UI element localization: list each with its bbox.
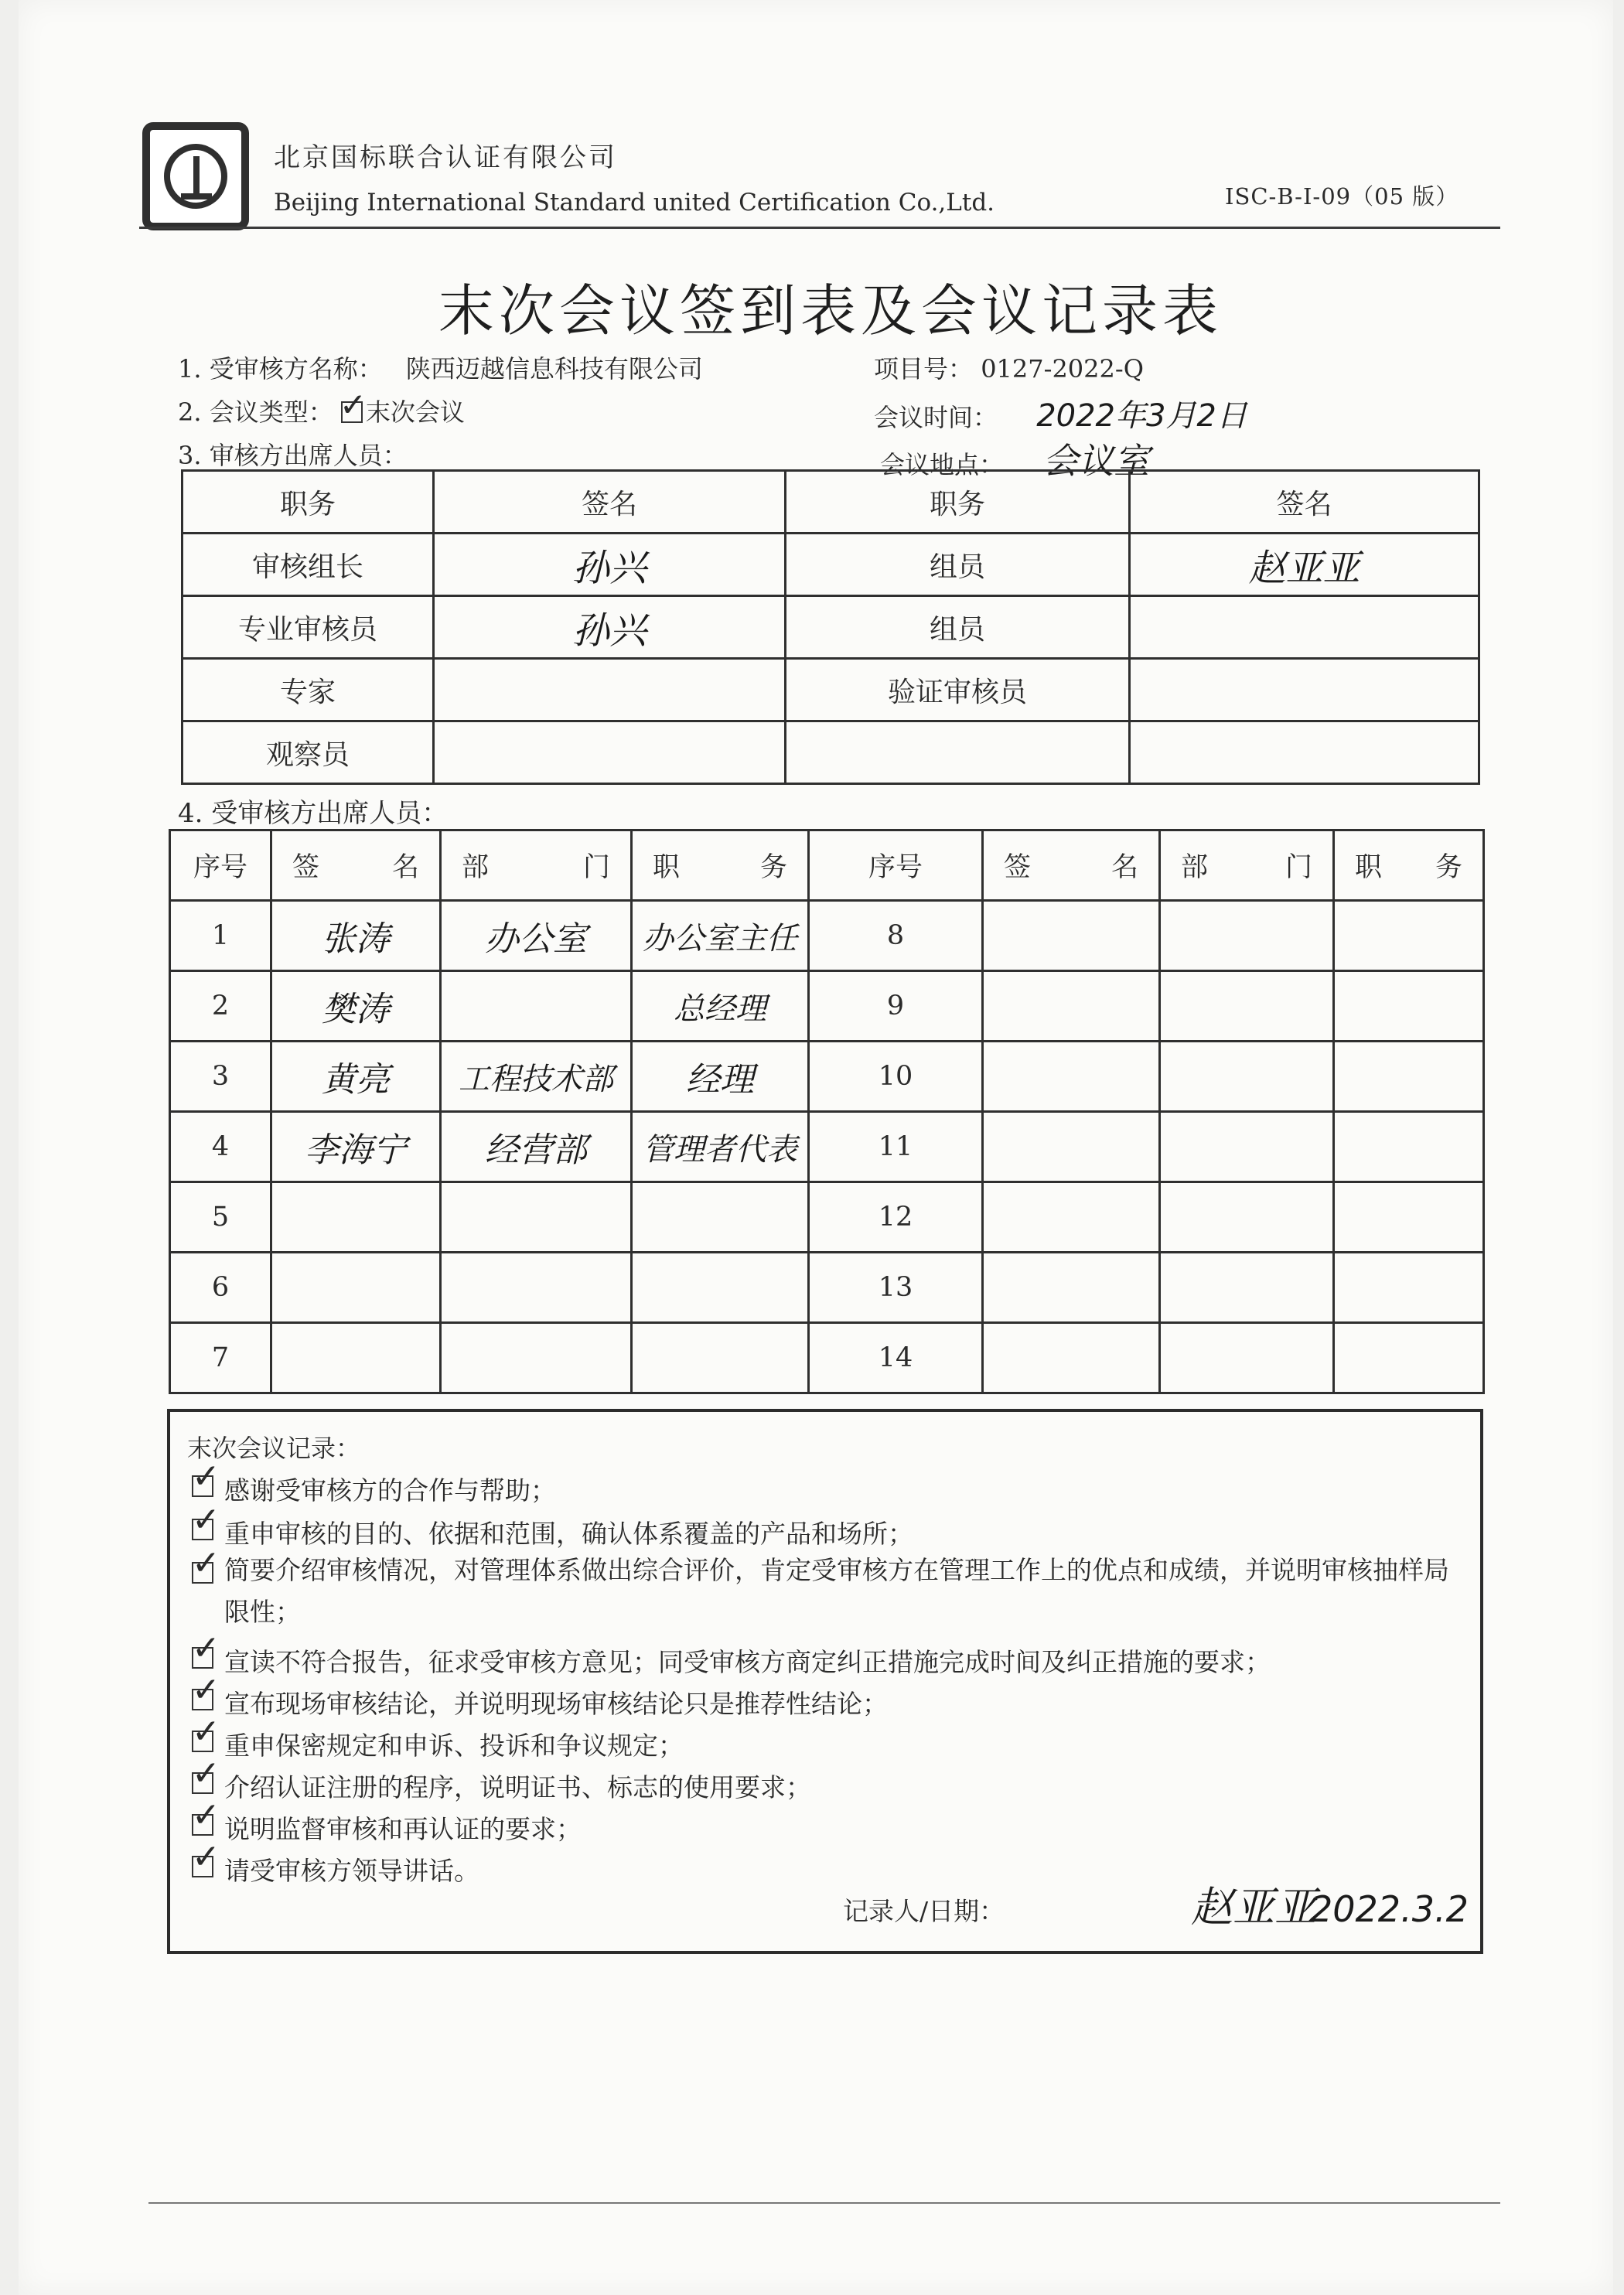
department-cell xyxy=(1160,971,1334,1042)
check-mark-icon: ✓ xyxy=(339,386,367,424)
document-code: ISC-B-I-09（05 版） xyxy=(1225,183,1459,210)
index-cell: 2 xyxy=(170,971,271,1042)
signature-cell xyxy=(983,1253,1160,1323)
checkbox-icon xyxy=(192,1795,220,1836)
department-cell xyxy=(441,971,632,1042)
header-cell: 部 门 xyxy=(441,830,632,901)
role-cell xyxy=(786,721,1130,784)
index-cell: 6 xyxy=(170,1253,271,1323)
auditee-section-label: 4. 受审核方出席人员： xyxy=(178,798,449,829)
checkbox-icon xyxy=(192,1457,220,1497)
position-cell xyxy=(1334,1253,1484,1323)
department-cell: 工程技术部 xyxy=(441,1042,632,1112)
header-cell: 签 名 xyxy=(983,830,1160,901)
header-cell: 序号 xyxy=(170,830,271,901)
meeting-type-label: 2. 会议类型： xyxy=(178,397,333,427)
minutes-item: ✓ 重申保密规定和申诉、投诉和争议规定； xyxy=(192,1712,684,1761)
index-cell: 14 xyxy=(809,1323,983,1393)
index-cell: 1 xyxy=(170,901,271,971)
table-row xyxy=(183,659,1479,721)
signature-cell: 黄亮 xyxy=(271,1042,441,1112)
recorder-label: 记录人/日期： xyxy=(843,1896,1005,1926)
page-title: 末次会议签到表及会议记录表 xyxy=(438,278,1223,343)
signature-cell: 李海宁 xyxy=(271,1112,441,1182)
header-cell: 职务 xyxy=(183,471,434,534)
table-row xyxy=(183,534,1479,596)
project-label: 项目号： xyxy=(874,354,974,384)
signature-cell xyxy=(983,971,1160,1042)
auditee-attendance-table xyxy=(169,829,1485,1394)
position-cell xyxy=(1334,971,1484,1042)
checkbox-icon xyxy=(192,1670,220,1710)
signature-cell: 张涛 xyxy=(271,901,441,971)
department-cell xyxy=(1160,901,1334,971)
checkbox-icon xyxy=(192,1837,220,1877)
table-row xyxy=(170,1042,1484,1112)
position-cell xyxy=(1334,1323,1484,1393)
role-cell: 观察员 xyxy=(183,721,434,784)
signature-cell xyxy=(434,659,786,721)
role-cell: 组员 xyxy=(786,534,1130,596)
index-cell: 13 xyxy=(809,1253,983,1323)
check-mark-icon: ✓ xyxy=(192,1543,220,1583)
signature-cell: 赵亚亚 xyxy=(1130,534,1479,596)
position-cell xyxy=(632,1323,809,1393)
signature-cell xyxy=(434,721,786,784)
signature-cell xyxy=(1130,659,1479,721)
signature-cell xyxy=(983,1042,1160,1112)
meeting-minutes-box xyxy=(167,1409,1483,1954)
role-cell: 专家 xyxy=(183,659,434,721)
index-cell: 12 xyxy=(809,1182,983,1253)
department-cell: 办公室 xyxy=(441,901,632,971)
meeting-place-value: 会议室 xyxy=(1042,440,1150,482)
recorder-date: 2022.3.2 xyxy=(1310,1888,1469,1930)
document-page xyxy=(19,0,1613,2295)
department-cell xyxy=(1160,1182,1334,1253)
minutes-item: ✓ 宣读不符合报告，征求受审核方意见；同受审核方商定纠正措施完成时间及纠正措施的要求； xyxy=(192,1628,1271,1677)
minutes-item: ✓ 介绍认证注册的程序，说明证书、标志的使用要求； xyxy=(192,1754,811,1802)
position-cell xyxy=(1334,1042,1484,1112)
position-cell: 管理者代表 xyxy=(632,1112,809,1182)
index-cell: 3 xyxy=(170,1042,271,1112)
header-divider xyxy=(139,227,1500,229)
position-cell: 总经理 xyxy=(632,971,809,1042)
check-mark-icon: ✓ xyxy=(192,1837,220,1877)
index-cell: 10 xyxy=(809,1042,983,1112)
signature-cell: 樊涛 xyxy=(271,971,441,1042)
header-cell: 序号 xyxy=(809,830,983,901)
meeting-type-checkbox xyxy=(339,386,367,424)
signature-cell xyxy=(983,901,1160,971)
table-row xyxy=(170,1182,1484,1253)
auditee-value: 陕西迈越信息科技有限公司 xyxy=(405,354,703,384)
header-cell: 职 务 xyxy=(1334,830,1484,901)
meeting-type-row xyxy=(178,386,465,428)
checkbox-icon xyxy=(192,1628,220,1669)
check-mark-icon: ✓ xyxy=(192,1457,220,1496)
department-cell xyxy=(1160,1042,1334,1112)
signature-cell xyxy=(271,1182,441,1253)
header-cell: 签名 xyxy=(434,471,786,534)
checkbox-icon xyxy=(192,1543,220,1584)
minutes-item: ✓ 感谢受审核方的合作与帮助； xyxy=(192,1457,556,1506)
index-cell: 8 xyxy=(809,901,983,971)
meeting-time-label: 会议时间： xyxy=(874,403,998,432)
signature-cell xyxy=(271,1253,441,1323)
position-cell: 经理 xyxy=(632,1042,809,1112)
minutes-item: ✓ 说明监督审核和再认证的要求； xyxy=(192,1795,582,1844)
position-cell: 办公室主任 xyxy=(632,901,809,971)
minutes-item: ✓ 宣布现场审核结论，并说明现场审核结论只是推荐性结论； xyxy=(192,1670,888,1719)
role-cell: 审核组长 xyxy=(183,534,434,596)
index-cell: 9 xyxy=(809,971,983,1042)
position-cell xyxy=(1334,1182,1484,1253)
signature-cell xyxy=(271,1323,441,1393)
signature-cell: 孙兴 xyxy=(434,596,786,659)
index-cell: 7 xyxy=(170,1323,271,1393)
header-cell: 签名 xyxy=(1130,471,1479,534)
check-mark-icon: ✓ xyxy=(192,1628,220,1668)
position-cell xyxy=(1334,901,1484,971)
header-cell: 职 务 xyxy=(632,830,809,901)
footer-divider xyxy=(148,2202,1500,2204)
role-cell: 组员 xyxy=(786,596,1130,659)
company-logo-icon xyxy=(142,122,249,230)
table-row xyxy=(183,596,1479,659)
table-row xyxy=(170,971,1484,1042)
department-cell xyxy=(441,1323,632,1393)
table-header-row xyxy=(183,471,1479,534)
index-cell: 5 xyxy=(170,1182,271,1253)
project-row xyxy=(874,350,1144,385)
department-cell xyxy=(441,1253,632,1323)
table-row xyxy=(170,1253,1484,1323)
check-mark-icon: ✓ xyxy=(192,1670,220,1710)
signature-cell xyxy=(1130,721,1479,784)
position-cell xyxy=(1334,1112,1484,1182)
meeting-type-value: 末次会议 xyxy=(365,397,465,427)
meeting-time-value: 2022年3月2日 xyxy=(1036,398,1247,434)
table-row xyxy=(170,1112,1484,1182)
signature-cell xyxy=(983,1182,1160,1253)
auditors-label: 3. 审核方出席人员： xyxy=(178,441,408,470)
meeting-place-label: 会议地点： xyxy=(880,450,1005,479)
department-cell xyxy=(441,1182,632,1253)
check-mark-icon: ✓ xyxy=(192,1500,220,1540)
header-cell: 部 门 xyxy=(1160,830,1334,901)
recorder-signature: 赵亚亚 xyxy=(1191,1883,1316,1932)
table-row xyxy=(170,901,1484,971)
index-cell: 11 xyxy=(809,1112,983,1182)
auditee-label: 1. 受审核方名称： xyxy=(178,354,383,384)
role-cell: 专业审核员 xyxy=(183,596,434,659)
department-cell: 经营部 xyxy=(441,1112,632,1182)
auditee-name-row xyxy=(178,350,703,385)
minutes-title: 末次会议记录： xyxy=(187,1434,361,1463)
auditor-attendance-table xyxy=(181,469,1480,785)
department-cell xyxy=(1160,1253,1334,1323)
table-row xyxy=(170,1323,1484,1393)
department-cell xyxy=(1160,1112,1334,1182)
position-cell xyxy=(632,1182,809,1253)
table-header-row xyxy=(170,830,1484,901)
minutes-item: ✓ 简要介绍审核情况，对管理体系做出综合评价，肯定受审核方在管理工作上的优点和成绩，并说明审核抽样局限性； xyxy=(192,1543,1449,1627)
company-name-en: Beijing International Standard united Certification Co.,Ltd. xyxy=(274,189,995,217)
check-mark-icon: ✓ xyxy=(192,1754,220,1793)
project-value: 0127-2022-Q xyxy=(981,354,1144,384)
minutes-item: ✓ 请受审核方领导讲话。 xyxy=(192,1837,479,1886)
department-cell xyxy=(1160,1323,1334,1393)
signature-cell xyxy=(1130,596,1479,659)
checkbox-icon xyxy=(192,1500,220,1540)
header-cell: 职务 xyxy=(786,471,1130,534)
table-row xyxy=(183,721,1479,784)
minutes-item: ✓ 重申审核的目的、依据和范围，确认体系覆盖的产品和场所； xyxy=(192,1500,913,1549)
role-cell: 验证审核员 xyxy=(786,659,1130,721)
meeting-time-row xyxy=(874,391,1247,435)
checkbox-icon xyxy=(192,1712,220,1752)
signature-cell xyxy=(983,1323,1160,1393)
signature-cell xyxy=(983,1112,1160,1182)
check-mark-icon: ✓ xyxy=(192,1712,220,1751)
check-mark-icon: ✓ xyxy=(192,1795,220,1835)
index-cell: 4 xyxy=(170,1112,271,1182)
signature-cell: 孙兴 xyxy=(434,534,786,596)
company-name-cn: 北京国标联合认证有限公司 xyxy=(274,142,617,173)
checkbox-icon xyxy=(192,1754,220,1794)
header-cell: 签 名 xyxy=(271,830,441,901)
position-cell xyxy=(632,1253,809,1323)
